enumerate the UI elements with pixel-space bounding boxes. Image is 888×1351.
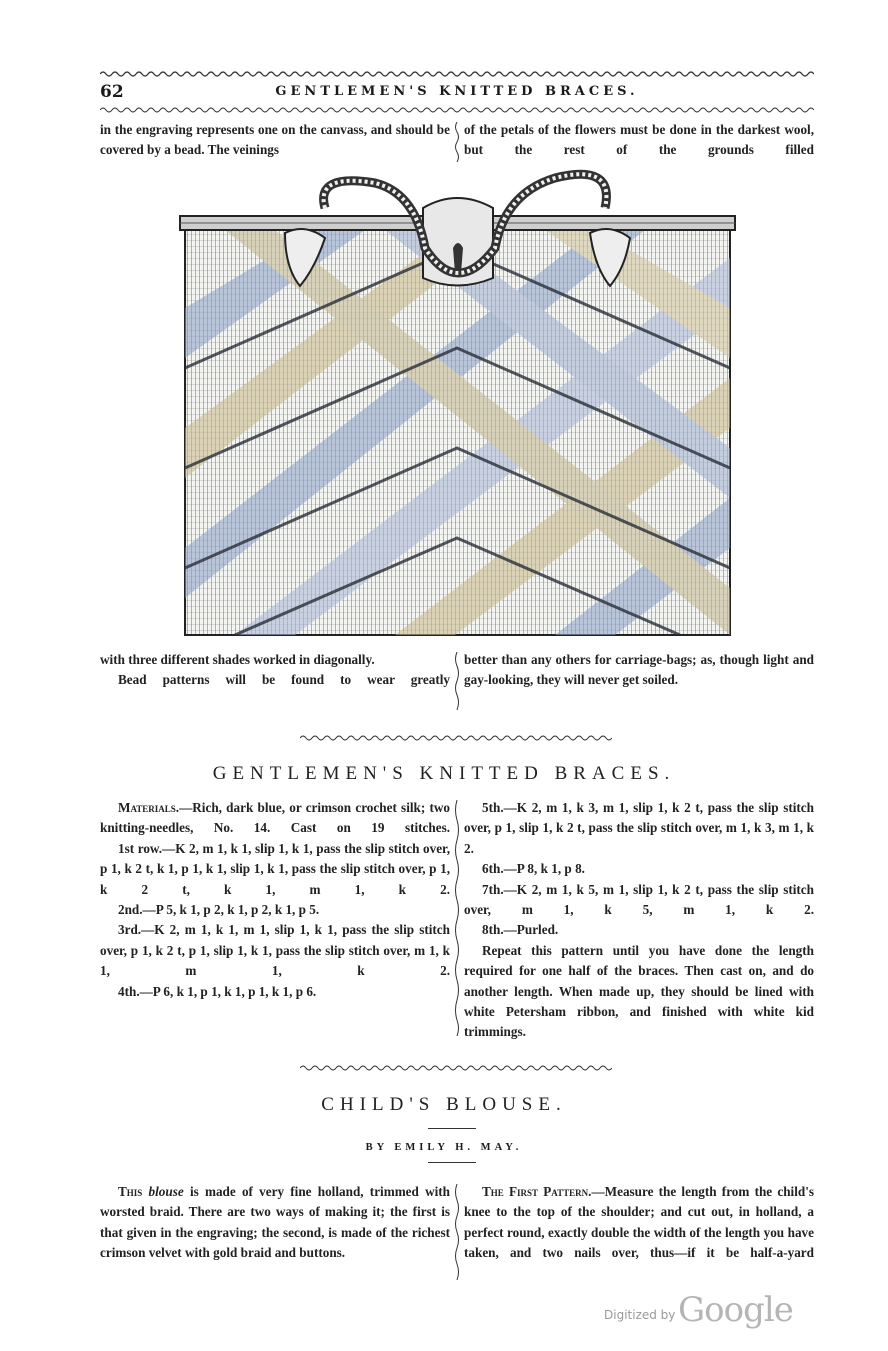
top-right-text: of the petals of the flowers must be done in the darkest wool, but the rest of the grounds filled — [464, 122, 814, 158]
braces-right-column — [464, 798, 814, 1043]
braces-row3: 3rd.—K 2, m 1, k 1, m 1, slip 1, k 1, pass the slip stitch over, p 1, k 2 t, p 1, slip 1, k 1, pass the slip stitch over, m 1, k 1, m 1, k 2. — [100, 922, 450, 979]
after-figure-left-column — [100, 650, 450, 691]
braces-left-column — [100, 798, 450, 1002]
section-divider — [300, 734, 612, 742]
braces-row5: 5th.—K 2, m 1, k 3, m 1, slip 1, k 2 t, pass the slip stitch over, p 1, slip 1, k 2 t, pass the slip stitch over, m 1, k 3, m 1, k 2. — [464, 800, 814, 856]
blouse-left-text — [100, 1182, 450, 1264]
title-rule — [428, 1128, 476, 1129]
braces-row2: 2nd.—P 5, k 1, p 2, k 1, p 2, k 1, p 5. — [118, 902, 320, 918]
braces-row1: 1st row.—K 2, m 1, k 1, slip 1, k 1, pass the slip stitch over, p 1, k 2 t, k 1, p 1, k 1, slip 1, k 1, pass the slip stitch over, p 1, k 2 t, k 1, m 1, k 2. — [100, 840, 450, 897]
braces-title: GENTLEMEN'S KNITTED BRACES. — [212, 763, 676, 784]
blouse-lead: This — [118, 1184, 143, 1199]
braces-row8: 8th.—Purled. — [482, 922, 559, 938]
blouse-byline: BY EMILY H. MAY. — [365, 1142, 523, 1153]
watermark-prefix: Digitized by — [604, 1308, 676, 1322]
top-left-column — [100, 120, 450, 161]
column-brace — [454, 122, 460, 162]
blouse-title: CHILD'S BLOUSE. — [321, 1094, 567, 1115]
materials-label: Materials. — [118, 800, 180, 815]
header-bottom-wavy-rule — [100, 106, 814, 114]
blouse-italic-word: blouse — [148, 1184, 184, 1199]
blouse-right-text — [464, 1182, 814, 1264]
top-left-text: in the engraving represents one on the canvass, and should be covered by a bead. The veinings — [100, 122, 450, 158]
after-figure-left-p1: with three different shades worked in diagonally. — [100, 652, 375, 667]
first-pattern-label: The First Pattern. — [482, 1184, 592, 1199]
column-brace — [454, 1184, 460, 1280]
blouse-left-column — [100, 1182, 450, 1264]
top-wavy-rule — [100, 70, 814, 78]
column-brace — [454, 652, 460, 710]
blouse-right-body: —Measure the length from the child's knee to the top of the shoulder; and cut out, in holland, a perfect round, exactly double the width of the length you have taken, and two nails over, thus—if it be half-a-yard — [464, 1184, 814, 1261]
google-logo: Google — [678, 1290, 793, 1330]
after-figure-left-p2: Bead patterns will be found to wear greatly — [118, 672, 450, 688]
digitized-watermark — [604, 1290, 794, 1330]
running-title: GENTLEMEN'S KNITTED BRACES. — [275, 84, 639, 99]
running-header — [100, 82, 814, 104]
materials-text: —Rich, dark blue, or crimson crochet silk; two knitting-needles, No. 14. Cast on 19 stitches. — [100, 800, 450, 836]
braces-row4: 4th.—P 6, k 1, p 1, k 1, p 1, k 1, p 6. — [118, 983, 317, 999]
page-number: 62 — [100, 82, 124, 102]
braces-row7: 7th.—K 2, m 1, k 5, m 1, slip 1, k 2 t, pass the slip stitch over, m 1, k 5, m 1, k 2. — [464, 881, 814, 918]
braces-repeat: Repeat this pattern until you have done the length required for one half of the braces. Then cast on, and do another length. When made up, they should be lined with white Petersham ribbon, and finished with white kid trimmings. — [464, 942, 814, 1040]
byline-rule — [428, 1162, 476, 1163]
section-divider — [300, 1064, 612, 1072]
after-figure-right-text: better than any others for carriage-bags; as, though light and gay-looking, they will never get soiled. — [464, 652, 814, 688]
braces-row6: 6th.—P 8, k 1, p 8. — [482, 861, 585, 877]
blouse-right-column — [464, 1182, 814, 1264]
column-brace — [454, 800, 460, 1036]
carriage-bag-engraving — [175, 168, 740, 640]
after-figure-right-column — [464, 650, 814, 691]
blouse-left-body: is made of very fine holland, trimmed with worsted braid. There are two ways of making it; the first is that given in the engraving; the second, is made of the richest crimson velvet with gold braid and buttons. — [100, 1184, 451, 1261]
top-right-column — [464, 120, 814, 161]
braces-materials — [100, 798, 450, 839]
